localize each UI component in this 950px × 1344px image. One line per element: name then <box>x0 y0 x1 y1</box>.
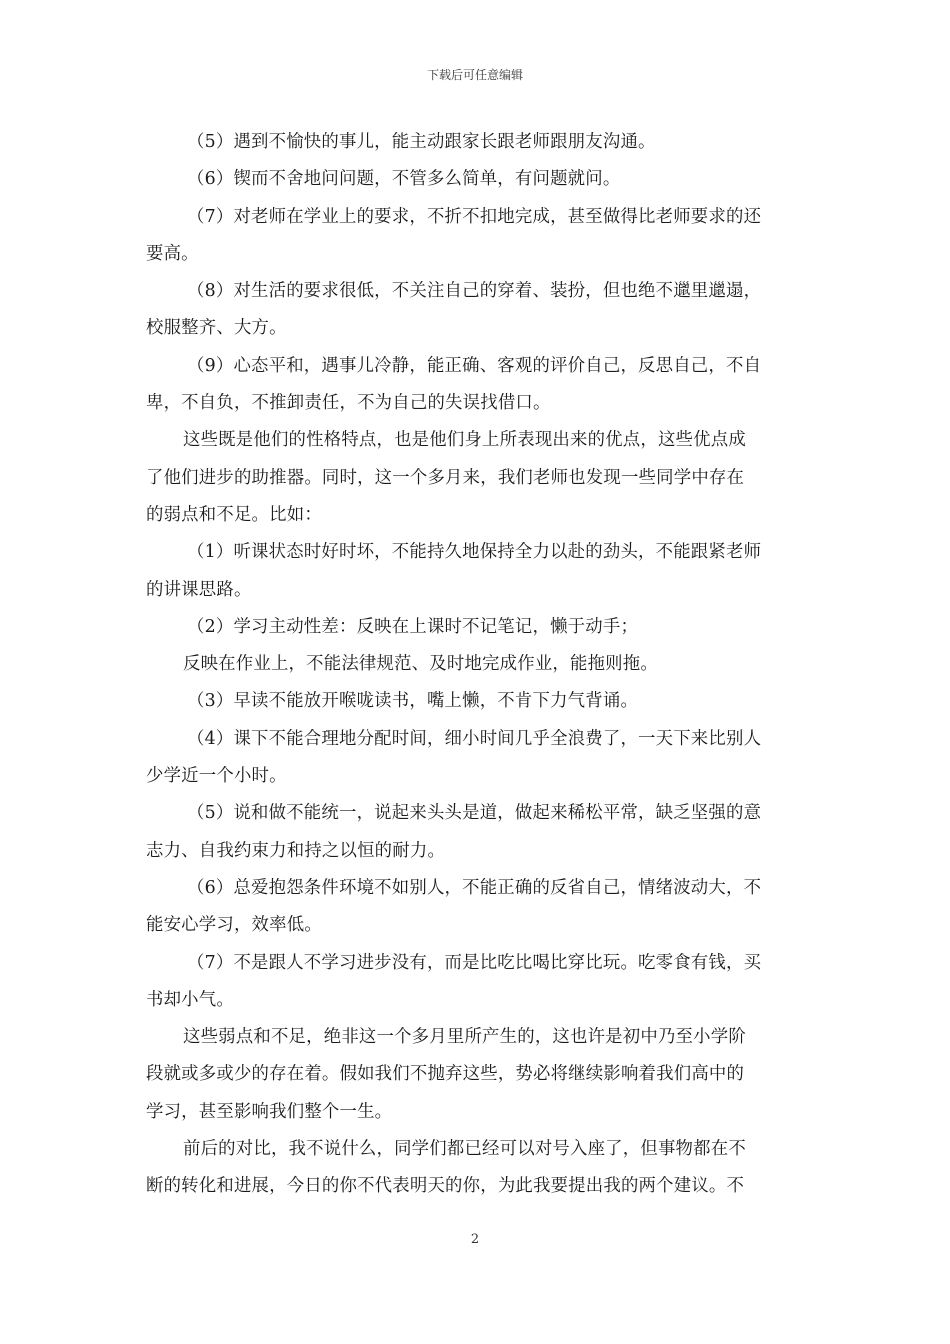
text-line: （5）说和做不能统一，说起来头头是道，做起来稀松平常，缺乏坚强的意 <box>187 803 762 824</box>
text-line: 志力、自我约束力和持之以恒的耐力。 <box>146 840 446 861</box>
text-line: （4）课下不能合理地分配时间，细小时间几乎全浪费了，一天下来比别人 <box>187 728 762 749</box>
page-header: 下载后可任意编辑 <box>426 68 523 82</box>
text-line: 了他们进步的助推器。同时，这一个多月来，我们老师也发现一些同学中存在 <box>146 467 745 488</box>
text-line: 少学近一个小时。 <box>146 766 287 787</box>
text-line: 学习，甚至影响我们整个一生。 <box>146 1101 393 1122</box>
text-line: 前后的对比，我不说什么，同学们都已经可以对号入座了，但事物都在不 <box>183 1139 746 1160</box>
text-line: 反映在作业上，不能法律规范、及时地完成作业，能拖则拖。 <box>183 654 658 675</box>
text-line: 段就或多或少的存在着。假如我们不抛弃这些，势必将继续影响着我们高中的 <box>146 1064 745 1085</box>
text-line: （6）锲而不舍地问问题，不管多么简单，有问题就问。 <box>187 169 621 190</box>
text-line: 这些弱点和不足，绝非这一个多月里所产生的，这也许是初中乃至小学阶 <box>183 1027 746 1048</box>
text-line: （3）早读不能放开喉咙读书，嘴上懒，不肯下力气背诵。 <box>187 691 639 712</box>
text-line: 卑，不自负，不推卸责任，不为自己的失误找借口。 <box>146 393 551 414</box>
text-line: 书却小气。 <box>146 989 234 1010</box>
text-line: 能安心学习，效率低。 <box>146 915 322 936</box>
text-line: （1）听课状态时好时坏，不能持久地保持全力以赴的劲头，不能跟紧老师 <box>187 542 762 563</box>
text-line: （7）对老师在学业上的要求，不折不扣地完成，甚至做得比老师要求的还 <box>187 206 762 227</box>
text-line: 校服整齐、大方。 <box>146 318 287 339</box>
text-line: 的弱点和不足。比如： <box>146 504 322 525</box>
text-line: 的讲课思路。 <box>146 579 252 600</box>
document-body <box>146 124 811 1206</box>
text-line: （7）不是跟人不学习进步没有，而是比吃比喝比穿比玩。吃零食有钱，买 <box>187 952 762 973</box>
page-number: 2 <box>470 1232 480 1247</box>
text-line: 断的转化和进展，今日的你不代表明天的你，为此我要提出我的两个建议。不 <box>146 1176 745 1197</box>
text-line: 这些既是他们的性格特点，也是他们身上所表现出来的优点，这些优点成 <box>183 430 746 451</box>
text-line: 要高。 <box>146 243 199 264</box>
text-line: （6）总爱抱怨条件环境不如别人，不能正确的反省自己，情绪波动大，不 <box>187 877 762 898</box>
text-line: （2）学习主动性差：反映在上课时不记笔记，懒于动手； <box>187 616 639 637</box>
text-line: （9）心态平和，遇事儿冷静，能正确、客观的评价自己，反思自己，不自 <box>187 355 762 376</box>
text-line: （8）对生活的要求很低，不关注自己的穿着、装扮，但也绝不邋里邋遢， <box>187 281 762 302</box>
text-line: （5）遇到不愉快的事儿，能主动跟家长跟老师跟朋友沟通。 <box>187 132 656 152</box>
